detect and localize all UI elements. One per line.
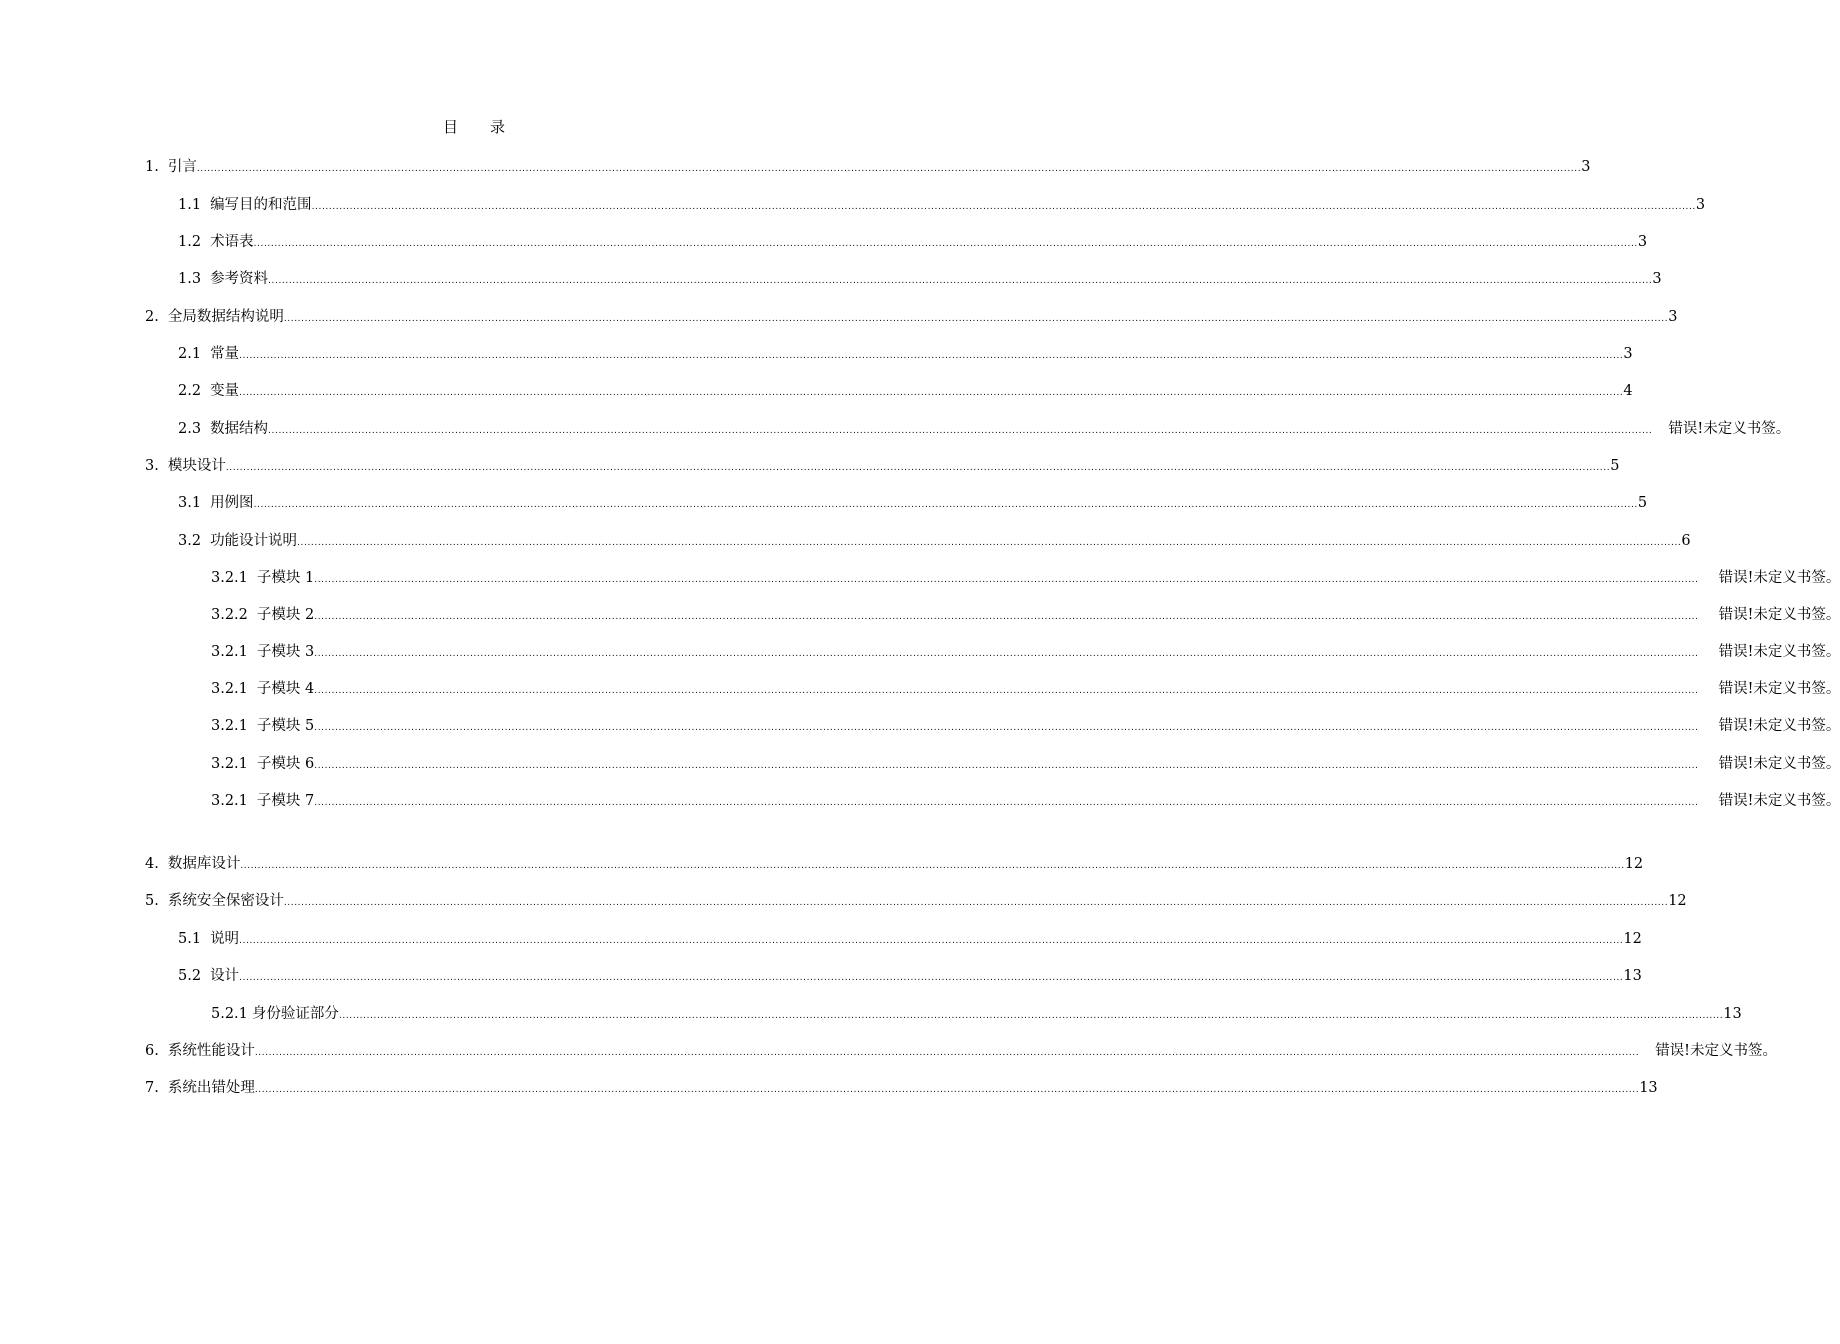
toc-entry-number: 3.2.1 bbox=[211, 756, 248, 772]
toc-entry[interactable] bbox=[145, 455, 1620, 477]
toc-entry-page: 12 bbox=[1668, 893, 1687, 909]
toc-entry[interactable] bbox=[178, 343, 1633, 365]
leader-dots: ................................................................................................................................................................................................................................................................................................................................................................................................................ bbox=[314, 686, 1699, 696]
toc-entry-text: 子模块 6 bbox=[256, 756, 315, 772]
toc-entry-page: 12 bbox=[1624, 856, 1644, 872]
toc-entry-number: 2. bbox=[145, 309, 159, 325]
leader-dots: ................................................................................................................................................................................................................................................................................................................................................................................................................ bbox=[314, 612, 1699, 622]
toc-entry-number: 1.1 bbox=[178, 197, 202, 213]
toc-entry-page: 6 bbox=[1681, 533, 1691, 549]
toc-entry-number: 2.2 bbox=[178, 383, 202, 399]
toc-entry[interactable] bbox=[178, 268, 1662, 290]
toc-entry[interactable] bbox=[145, 853, 1644, 875]
toc-entry-text: 参考资料 bbox=[210, 271, 269, 287]
leader-dots: ................................................................................................................................................................................................................................................................................................................................................................................................................ bbox=[268, 426, 1653, 436]
toc-entry-text: 系统出错处理 bbox=[167, 1080, 255, 1096]
leader-dots: ................................................................................................................................................................................................................................................................................................................................................................................................................ bbox=[239, 936, 1624, 946]
leader-dots: ................................................................................................................................................................................................................................................................................................................................................................................................................ bbox=[253, 500, 1638, 510]
toc-entry-page-error: 错误!未定义书签。 bbox=[1718, 607, 1840, 623]
toc-title-right: 录 bbox=[490, 118, 508, 136]
toc-entry[interactable] bbox=[211, 790, 1840, 812]
toc-entry[interactable] bbox=[145, 1077, 1658, 1099]
leader-dots: ................................................................................................................................................................................................................................................................................................................................................................................................................ bbox=[283, 314, 1669, 324]
toc-entry[interactable] bbox=[178, 928, 1642, 950]
toc-entry-text: 数据结构 bbox=[210, 421, 269, 437]
toc-entry-page-error: 错误!未定义书签。 bbox=[1718, 681, 1840, 697]
toc-entry-number: 3.2.1 bbox=[211, 644, 248, 660]
leader-dots: ................................................................................................................................................................................................................................................................................................................................................................................................................ bbox=[314, 649, 1699, 659]
toc-entry-number: 5.1 bbox=[178, 931, 202, 947]
toc-entry-number: 1. bbox=[145, 159, 159, 175]
leader-dots: ................................................................................................................................................................................................................................................................................................................................................................................................................ bbox=[254, 1085, 1640, 1095]
toc-entry-page: 13 bbox=[1623, 968, 1642, 984]
toc-entry-text: 引言 bbox=[167, 159, 197, 175]
toc-entry[interactable] bbox=[178, 380, 1633, 402]
toc-entry[interactable] bbox=[178, 418, 1791, 440]
toc-entry-number: 3.2.1 bbox=[211, 793, 248, 809]
toc-entry-text: 设计 bbox=[210, 968, 240, 984]
toc-entry-page: 12 bbox=[1623, 931, 1642, 947]
toc-entry-number: 5. bbox=[145, 893, 159, 909]
toc-entry-page: 5 bbox=[1610, 458, 1620, 474]
toc-entry-number: 3. bbox=[145, 458, 159, 474]
toc-entry-number: 5.2 bbox=[178, 968, 202, 984]
leader-dots: ................................................................................................................................................................................................................................................................................................................................................................................................................ bbox=[254, 1048, 1640, 1058]
toc-entry-text: 系统安全保密设计 bbox=[167, 893, 284, 909]
toc-entry-number: 3.2.1 bbox=[211, 681, 248, 697]
toc-entry-text: 编写目的和范围 bbox=[210, 197, 312, 213]
toc-entry[interactable] bbox=[178, 530, 1691, 552]
toc-entry-page: 3 bbox=[1581, 159, 1591, 175]
toc-entry[interactable] bbox=[178, 965, 1642, 987]
toc-entry-text: 子模块 7 bbox=[256, 793, 315, 809]
toc-entry-number: 3.2.1 bbox=[211, 718, 248, 734]
toc-entry[interactable] bbox=[178, 194, 1706, 216]
toc-title bbox=[0, 116, 950, 137]
toc-entry-page-error: 错误!未定义书签。 bbox=[1718, 570, 1840, 586]
toc-entry-page: 3 bbox=[1695, 197, 1706, 213]
toc-entry-text: 身份验证部分 bbox=[251, 1006, 339, 1022]
toc-entry[interactable] bbox=[178, 492, 1648, 514]
leader-dots: ................................................................................................................................................................................................................................................................................................................................................................................................................ bbox=[239, 973, 1624, 983]
toc-entry-page: 4 bbox=[1623, 383, 1633, 399]
leader-dots: ................................................................................................................................................................................................................................................................................................................................................................................................................ bbox=[283, 898, 1669, 908]
toc-entry[interactable] bbox=[211, 678, 1840, 700]
toc-entry[interactable] bbox=[211, 641, 1840, 663]
leader-dots: ................................................................................................................................................................................................................................................................................................................................................................................................................ bbox=[196, 164, 1582, 174]
toc-entry-text: 数据库设计 bbox=[167, 856, 241, 872]
toc-entry-page: 3 bbox=[1637, 234, 1648, 250]
toc-entry-page-error: 错误!未定义书签。 bbox=[1718, 793, 1840, 809]
leader-dots: ................................................................................................................................................................................................................................................................................................................................................................................................................ bbox=[297, 538, 1682, 548]
toc-entry[interactable] bbox=[211, 753, 1840, 775]
leader-dots: ................................................................................................................................................................................................................................................................................................................................................................................................................ bbox=[338, 1011, 1724, 1021]
toc-entry[interactable] bbox=[211, 1003, 1742, 1025]
toc-entry-page-error: 错误!未定义书签。 bbox=[1668, 421, 1791, 437]
leader-dots: ................................................................................................................................................................................................................................................................................................................................................................................................................ bbox=[314, 575, 1699, 585]
toc-entry-page: 3 bbox=[1652, 271, 1662, 287]
toc-entry[interactable] bbox=[211, 567, 1840, 589]
toc-title-left: 目 bbox=[442, 118, 460, 136]
toc-entry[interactable] bbox=[145, 1040, 1778, 1062]
leader-dots: ................................................................................................................................................................................................................................................................................................................................................................................................................ bbox=[311, 202, 1696, 212]
toc-entry-number: 3.2.2 bbox=[211, 607, 248, 623]
toc-entry-number: 6. bbox=[145, 1043, 159, 1059]
toc-entry-text: 全局数据结构说明 bbox=[167, 309, 284, 325]
toc-entry[interactable] bbox=[145, 156, 1591, 178]
toc-entry-page-error: 错误!未定义书签。 bbox=[1718, 756, 1840, 772]
toc-entry-page-error: 错误!未定义书签。 bbox=[1655, 1043, 1778, 1059]
toc-entry-page: 3 bbox=[1623, 346, 1633, 362]
toc-entry-text: 子模块 2 bbox=[256, 607, 315, 623]
toc-entry-number: 2.1 bbox=[178, 346, 202, 362]
toc-entry-number: 1.2 bbox=[178, 234, 202, 250]
toc-entry[interactable] bbox=[145, 890, 1687, 912]
toc-entry-number: 4. bbox=[145, 856, 159, 872]
toc-entry-text: 功能设计说明 bbox=[210, 533, 298, 549]
toc-entry-page-error: 错误!未定义书签。 bbox=[1718, 644, 1840, 660]
toc-entry[interactable] bbox=[145, 306, 1678, 328]
toc-entry-page: 3 bbox=[1668, 309, 1678, 325]
toc-entry-number: 1.3 bbox=[178, 271, 202, 287]
toc-entry-text: 模块设计 bbox=[167, 458, 226, 474]
toc-entry-number: 5.2.1 bbox=[211, 1006, 248, 1022]
toc-entry-number: 3.2 bbox=[178, 533, 202, 549]
leader-dots: ................................................................................................................................................................................................................................................................................................................................................................................................................ bbox=[240, 861, 1625, 871]
leader-dots: ................................................................................................................................................................................................................................................................................................................................................................................................................ bbox=[314, 723, 1699, 733]
toc-entry-page: 13 bbox=[1723, 1006, 1742, 1022]
toc-entry-number: 3.1 bbox=[178, 495, 202, 511]
toc-entry-page: 5 bbox=[1637, 495, 1648, 511]
toc-entry[interactable] bbox=[211, 604, 1840, 626]
toc-entry-number: 2.3 bbox=[178, 421, 202, 437]
toc-entry-text: 说明 bbox=[210, 931, 240, 947]
toc-entry-text: 子模块 5 bbox=[256, 718, 315, 734]
toc-entry-number: 3.2.1 bbox=[211, 570, 248, 586]
toc-entry-text: 系统性能设计 bbox=[167, 1043, 255, 1059]
toc-entry-page: 13 bbox=[1639, 1080, 1658, 1096]
toc-entry-text: 用例图 bbox=[210, 495, 254, 511]
leader-dots: ................................................................................................................................................................................................................................................................................................................................................................................................................ bbox=[314, 761, 1699, 771]
toc-entry[interactable] bbox=[178, 231, 1648, 253]
leader-dots: ................................................................................................................................................................................................................................................................................................................................................................................................................ bbox=[268, 276, 1653, 286]
toc-entry[interactable] bbox=[211, 715, 1840, 737]
toc-entry-text: 术语表 bbox=[210, 234, 254, 250]
leader-dots: ................................................................................................................................................................................................................................................................................................................................................................................................................ bbox=[239, 351, 1624, 361]
toc-entry-text: 子模块 3 bbox=[256, 644, 315, 660]
leader-dots: ................................................................................................................................................................................................................................................................................................................................................................................................................ bbox=[314, 798, 1699, 808]
toc-entry-number: 7. bbox=[145, 1080, 159, 1096]
toc-entry-text: 子模块 1 bbox=[256, 570, 315, 586]
leader-dots: ................................................................................................................................................................................................................................................................................................................................................................................................................ bbox=[253, 239, 1638, 249]
toc-entry-text: 常量 bbox=[210, 346, 240, 362]
leader-dots: ................................................................................................................................................................................................................................................................................................................................................................................................................ bbox=[225, 463, 1611, 473]
leader-dots: ................................................................................................................................................................................................................................................................................................................................................................................................................ bbox=[239, 388, 1624, 398]
toc-entry-page-error: 错误!未定义书签。 bbox=[1718, 718, 1840, 734]
toc-entry-text: 子模块 4 bbox=[256, 681, 315, 697]
toc-entry-text: 变量 bbox=[210, 383, 240, 399]
